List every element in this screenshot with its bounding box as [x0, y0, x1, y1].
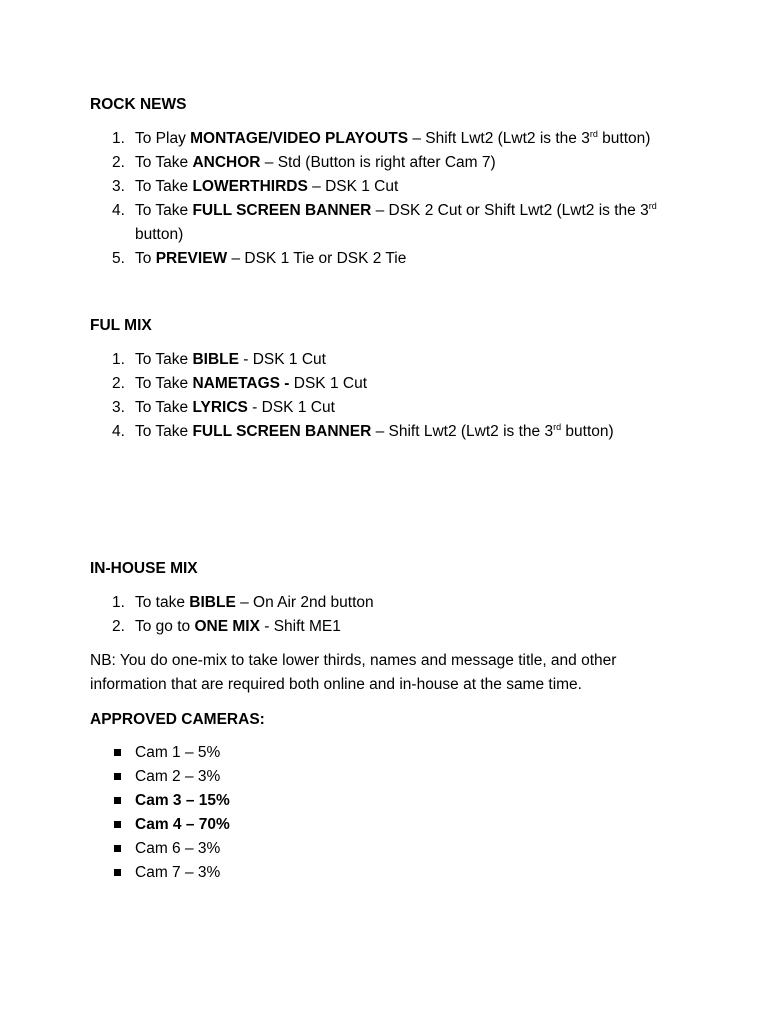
camera-item: Cam 1 – 5%	[135, 744, 221, 761]
square-bullet-icon	[114, 821, 121, 828]
list-item-text: To Take FULL SCREEN BANNER – Shift Lwt2 (Lwt2 is the 3rd button)	[135, 422, 614, 440]
list-item-text: To Take NAMETAGS - DSK 1 Cut	[135, 375, 367, 392]
list-number: 4.	[112, 202, 125, 219]
square-bullet-icon	[114, 845, 121, 852]
list-number: 5.	[112, 250, 125, 267]
section-heading-ful-mix: FUL MIX	[90, 317, 152, 334]
list-number: 1.	[112, 130, 125, 147]
camera-item: Cam 3 – 15%	[135, 792, 230, 809]
list-item-text: To Play MONTAGE/VIDEO PLAYOUTS – Shift Lwt2 (Lwt2 is the 3rd button)	[135, 129, 651, 147]
section-heading-rock-news: ROCK NEWS	[90, 96, 187, 113]
section-heading-in-house-mix: IN-HOUSE MIX	[90, 560, 198, 577]
square-bullet-icon	[114, 797, 121, 804]
camera-item: Cam 6 – 3%	[135, 840, 221, 857]
list-item-continuation: button)	[135, 226, 184, 243]
camera-item: Cam 7 – 3%	[135, 864, 221, 881]
list-item-text: To go to ONE MIX - Shift ME1	[135, 618, 341, 635]
list-item-text: To PREVIEW – DSK 1 Tie or DSK 2 Tie	[135, 250, 407, 267]
list-item-text: To Take ANCHOR – Std (Button is right after Cam 7)	[135, 154, 496, 171]
list-number: 1.	[112, 351, 125, 368]
list-item-text: To Take FULL SCREEN BANNER – DSK 2 Cut or Shift Lwt2 (Lwt2 is the 3rd	[135, 201, 657, 219]
square-bullet-icon	[114, 749, 121, 756]
list-number: 2.	[112, 618, 125, 635]
camera-item: Cam 2 – 3%	[135, 768, 221, 785]
list-number: 2.	[112, 154, 125, 171]
square-bullet-icon	[114, 869, 121, 876]
list-number: 4.	[112, 423, 125, 440]
list-item-text: To Take BIBLE - DSK 1 Cut	[135, 351, 326, 368]
list-number: 3.	[112, 178, 125, 195]
square-bullet-icon	[114, 773, 121, 780]
list-number: 2.	[112, 375, 125, 392]
list-item-text: To take BIBLE – On Air 2nd button	[135, 594, 374, 611]
note-paragraph-line-1: NB: You do one-mix to take lower thirds, names and message title, and other	[90, 652, 617, 669]
note-paragraph-line-2: information that are required both online and in-house at the same time.	[90, 676, 582, 693]
section-heading-approved-cameras: APPROVED CAMERAS:	[90, 711, 265, 728]
list-item-text: To Take LOWERTHIRDS – DSK 1 Cut	[135, 178, 399, 195]
list-number: 1.	[112, 594, 125, 611]
list-item-text: To Take LYRICS - DSK 1 Cut	[135, 399, 335, 416]
camera-item: Cam 4 – 70%	[135, 816, 230, 833]
list-number: 3.	[112, 399, 125, 416]
